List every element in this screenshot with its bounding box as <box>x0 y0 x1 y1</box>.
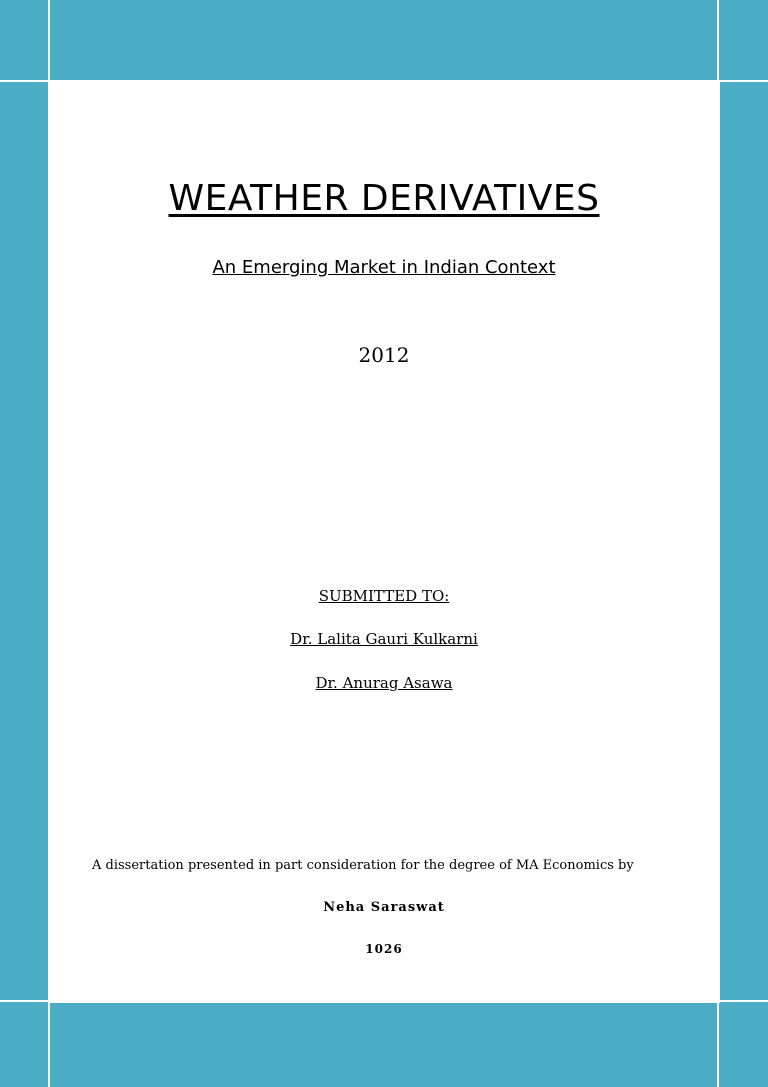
document-year: 2012 <box>358 343 410 367</box>
roll-number: 1026 <box>365 942 403 956</box>
document-title: WEATHER DERIVATIVES <box>168 178 600 219</box>
supervisor-name: Dr. Anurag Asawa <box>315 674 453 692</box>
document-subtitle: An Emerging Market in Indian Context <box>212 257 556 278</box>
supervisor-name: Dr. Lalita Gauri Kulkarni <box>290 630 478 648</box>
frame-line-right <box>717 0 719 1087</box>
dissertation-note: A dissertation presented in part consideration for the degree of MA Economics by <box>92 858 634 873</box>
frame-line-left <box>48 0 50 1087</box>
border-band-right <box>720 0 768 1087</box>
frame-line-top <box>0 80 768 82</box>
border-band-top <box>0 0 768 80</box>
frame-line-bottom <box>0 1000 768 1002</box>
border-band-left <box>0 0 48 1087</box>
author-name: Neha Saraswat <box>323 900 445 915</box>
border-band-bottom <box>0 1003 768 1087</box>
submitted-to-label: SUBMITTED TO: <box>318 587 450 605</box>
